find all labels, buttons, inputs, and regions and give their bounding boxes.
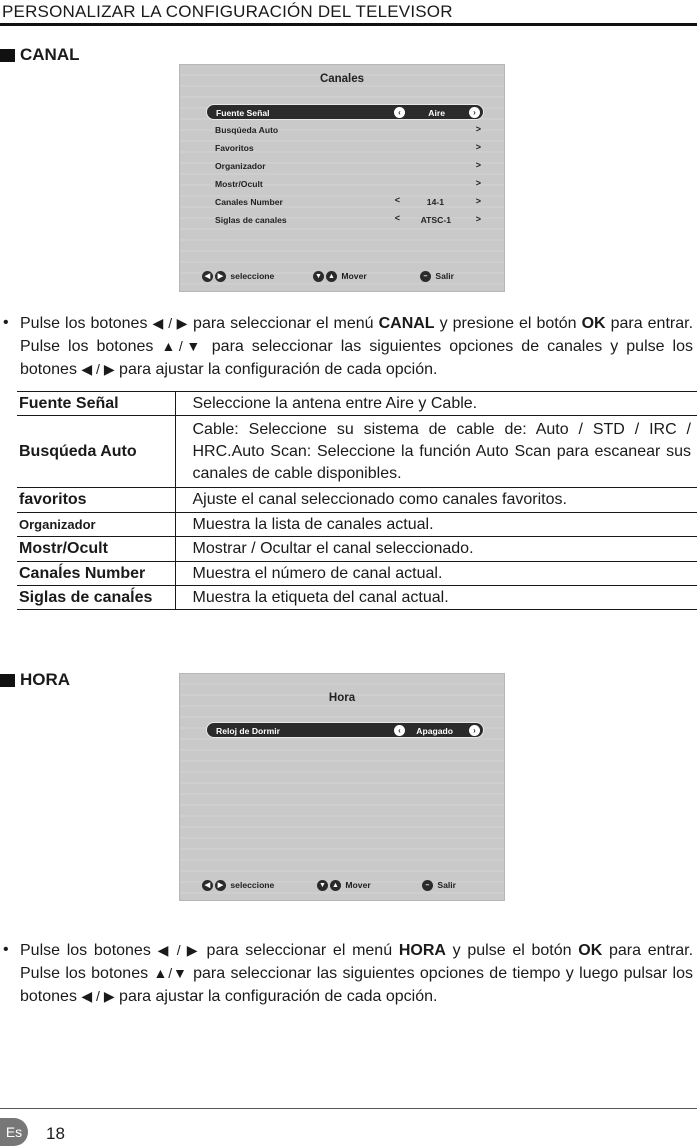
- down-button-icon: ▼: [317, 880, 328, 891]
- footer-rule: [0, 1108, 697, 1109]
- row-label: Canales Number: [215, 197, 283, 207]
- language-badge: Es: [0, 1118, 28, 1146]
- text: y presione el botón: [439, 315, 577, 332]
- chevron-right-icon: >: [475, 196, 481, 206]
- row-label: Siglas de canales: [215, 215, 287, 225]
- canal-menu-screenshot: [179, 64, 505, 292]
- up-button-icon: ▲: [326, 271, 337, 282]
- page-header: [0, 2, 697, 26]
- text: para entrar. Pulse los botones: [20, 315, 694, 355]
- text: Pulse los botones: [20, 942, 151, 959]
- ok-label: OK: [581, 315, 606, 332]
- hora-menu-screenshot: [179, 673, 505, 901]
- row-label: Organizador: [215, 161, 266, 171]
- row-value: 14-1: [426, 197, 444, 207]
- option-name: Organizador: [17, 513, 175, 537]
- row-label: Favoritos: [215, 143, 254, 153]
- canal-row-favoritos[interactable]: [206, 140, 484, 156]
- text: para seleccionar las siguientes opciones de canales y pulse los botones: [20, 338, 693, 378]
- canal-screen-title: Canales: [319, 73, 365, 85]
- left-right-arrows-icon: ◀ / ▶: [81, 988, 115, 1004]
- footer-move-label: Mover: [345, 880, 371, 890]
- bullet-dot: •: [3, 941, 9, 958]
- option-desc: Muestra el número de canal actual.: [175, 562, 697, 586]
- canal-instructions: [0, 312, 693, 381]
- option-name: Mostr/Ocult: [17, 537, 175, 562]
- left-right-arrows-icon: ◀ / ▶: [81, 361, 115, 377]
- chevron-right-icon: >: [475, 160, 481, 170]
- table-row: [17, 537, 697, 562]
- footer-select-label: seleccione: [230, 271, 275, 281]
- text: para seleccionar las siguientes opciones de tiempo y luego pulsar los botones: [20, 965, 693, 1005]
- table-row: [17, 562, 697, 586]
- exit-button-icon: –: [420, 271, 431, 282]
- page-footer: [0, 1108, 697, 1148]
- canal-row-fuente[interactable]: [206, 104, 484, 120]
- page-title: PERSONALIZAR LA CONFIGURACIÓN DEL TELEVISOR: [2, 2, 453, 21]
- canal-row-organizador[interactable]: [206, 158, 484, 174]
- canal-row-busqueda[interactable]: [206, 122, 484, 138]
- hora-screen-title: Hora: [328, 692, 356, 704]
- exit-button-icon: –: [422, 880, 433, 891]
- canal-row-mostr[interactable]: [206, 176, 484, 192]
- left-right-arrows-icon: ◀ / ▶: [157, 942, 200, 958]
- footer-exit: [420, 271, 454, 282]
- row-value: Apagado: [416, 726, 453, 736]
- option-name: favoritos: [17, 488, 175, 513]
- up-button-icon: ▲: [330, 880, 341, 891]
- footer-move: [313, 271, 367, 282]
- text: para entrar. Pulse los botones: [20, 942, 694, 982]
- text: para ajustar la configuración de cada opción.: [119, 988, 438, 1005]
- right-button-icon: ▶: [215, 880, 226, 891]
- option-desc: Cable: Seleccione su sistema de cable de: Auto / STD / IRC / HRC.Auto Scan: Seleccione la función Auto Scan para escanear sus canales de cable disponibles.: [175, 416, 697, 488]
- chevron-right-icon: >: [475, 178, 481, 188]
- option-desc: Ajuste el canal seleccionado como canales favoritos.: [175, 488, 697, 513]
- left-button-icon: ◀: [202, 271, 213, 282]
- text: para seleccionar el menú: [206, 942, 393, 959]
- bullet-dot: •: [3, 314, 9, 331]
- chevron-right-icon: >: [475, 142, 481, 152]
- canal-options-table: [17, 391, 697, 610]
- option-desc: Mostrar / Ocultar el canal seleccionado.: [175, 537, 697, 562]
- footer-select-label: seleccione: [230, 880, 275, 890]
- down-button-icon: ▼: [313, 271, 324, 282]
- row-value: Aire: [428, 108, 445, 118]
- left-arrow-icon: ‹: [394, 107, 405, 118]
- footer-select: [202, 880, 274, 891]
- option-desc: Muestra la lista de canales actual.: [175, 513, 697, 537]
- footer-select: [202, 271, 274, 282]
- ok-label: OK: [578, 942, 603, 959]
- left-arrow-icon: ‹: [394, 725, 405, 736]
- canal-heading-text: CANAL: [20, 45, 80, 64]
- option-name: Fuente Señal: [17, 392, 175, 416]
- up-down-arrows-icon: ▲/▼: [161, 338, 204, 354]
- canal-row-siglas[interactable]: [206, 212, 484, 228]
- canal-heading: [0, 45, 80, 65]
- hora-screen-footer: [180, 879, 504, 893]
- hora-instructions: [0, 939, 693, 1008]
- hora-heading-text: HORA: [20, 670, 71, 689]
- right-button-icon: ▶: [215, 271, 226, 282]
- table-row: [17, 416, 697, 488]
- option-desc: Muestra la etiqueta del canal actual.: [175, 586, 697, 610]
- chevron-right-icon: >: [475, 124, 481, 134]
- footer-move: [317, 880, 371, 891]
- row-value: ATSC-1: [420, 215, 451, 225]
- table-row: [17, 392, 697, 416]
- left-right-arrows-icon: ◀ / ▶: [152, 315, 189, 331]
- text: para ajustar la configuración de cada opción.: [119, 361, 438, 378]
- right-arrow-icon: ›: [469, 107, 480, 118]
- row-label: Mostr/Ocult: [215, 179, 263, 189]
- text: Pulse los botones: [20, 315, 148, 332]
- chevron-left-icon: <: [394, 195, 400, 205]
- text: para seleccionar el menú: [193, 315, 374, 332]
- page-number: 18: [46, 1124, 65, 1143]
- left-button-icon: ◀: [202, 880, 213, 891]
- canal-row-number[interactable]: [206, 194, 484, 210]
- right-arrow-icon: ›: [469, 725, 480, 736]
- chevron-right-icon: >: [475, 214, 481, 224]
- header-rule: [0, 23, 697, 26]
- footer-move-label: Mover: [341, 271, 367, 281]
- row-label: Fuente Señal: [216, 108, 270, 118]
- canal-screen-footer: [180, 270, 504, 284]
- hora-row-reloj[interactable]: [206, 722, 484, 738]
- square-bullet-icon: [0, 674, 15, 687]
- row-label: Busqúeda Auto: [215, 125, 279, 135]
- table-row: [17, 513, 697, 537]
- table-row: [17, 488, 697, 513]
- option-name: Canaĺes Number: [17, 562, 175, 586]
- option-name: Busqúeda Auto: [17, 416, 175, 488]
- chevron-left-icon: <: [394, 213, 400, 223]
- hora-heading: [0, 670, 70, 690]
- menu-name: HORA: [398, 942, 446, 959]
- square-bullet-icon: [0, 49, 15, 62]
- row-label: Reloj de Dormir: [216, 726, 280, 736]
- option-name: Siglas de canaĺes: [17, 586, 175, 610]
- footer-exit: [422, 880, 456, 891]
- option-desc: Seleccione la antena entre Aire y Cable.: [175, 392, 697, 416]
- table-row: [17, 586, 697, 610]
- menu-name: CANAL: [378, 315, 435, 332]
- text: y pulse el botón: [452, 942, 572, 959]
- up-down-arrows-icon: ▲/▼: [153, 965, 188, 981]
- footer-exit-label: Salir: [435, 271, 455, 281]
- footer-exit-label: Salir: [437, 880, 457, 890]
